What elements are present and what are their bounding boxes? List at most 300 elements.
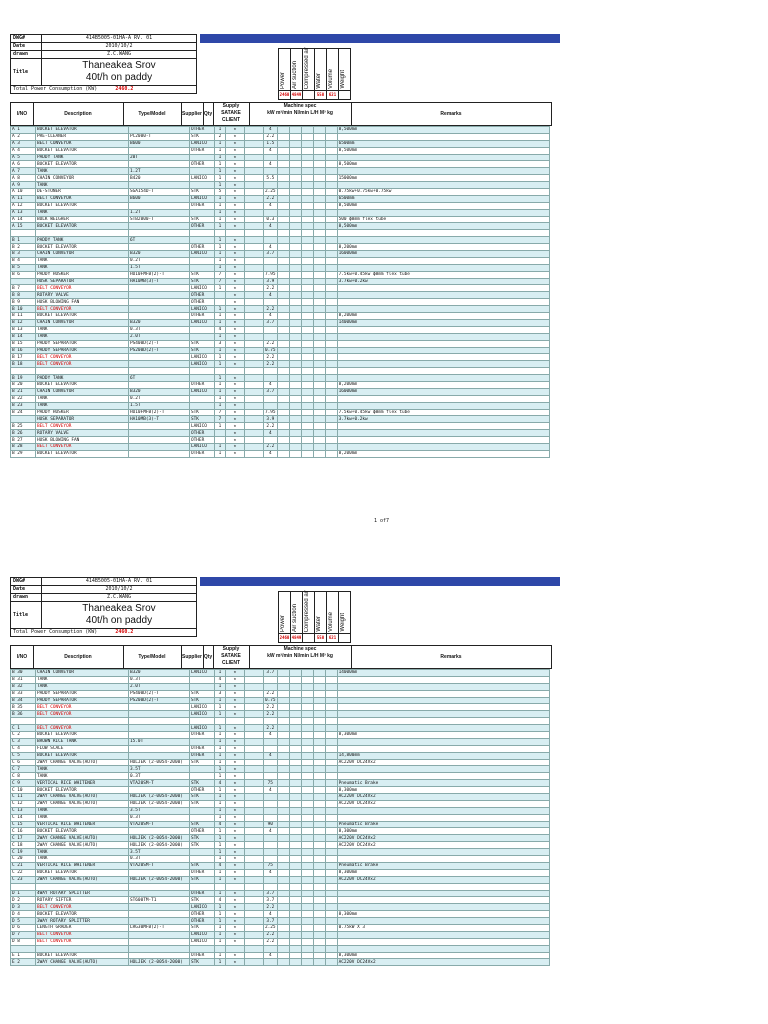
row-m3	[313, 787, 325, 794]
row-client	[245, 333, 264, 340]
row-kg	[325, 800, 337, 807]
row-satake: ★	[226, 890, 245, 897]
row-remarks: 8,500mm	[337, 202, 549, 209]
table-row	[11, 835, 550, 842]
row-air	[277, 711, 289, 718]
row-client	[245, 437, 264, 444]
row-remarks: 8,500mm	[337, 127, 549, 134]
row-type: 3.5T	[129, 849, 190, 856]
row-kg	[325, 443, 337, 450]
row-client	[245, 361, 264, 368]
row-supplier: LANICO	[190, 140, 215, 147]
row-type: B320	[129, 319, 190, 326]
row-air	[277, 388, 289, 395]
row-comp	[289, 402, 301, 409]
row-description: PADDY SEPARATOR	[36, 690, 129, 697]
row-client	[245, 835, 264, 842]
row-qty: 1	[215, 251, 226, 258]
row-no: B 2	[11, 244, 36, 251]
row-kw	[264, 257, 278, 264]
dwg-value: 414B5005-01HA-A RV. 01	[42, 35, 197, 43]
row-qty	[215, 368, 226, 375]
row-no: C 4	[11, 745, 36, 752]
row-kw: 7.95	[265, 272, 276, 278]
row-type: HOLJEK (2-0054-2000)	[129, 876, 190, 883]
row-comp	[289, 430, 301, 437]
row-description: BELT CONVEYOR	[36, 704, 129, 711]
row-no: D 1	[11, 890, 36, 897]
row-qty: 4	[215, 326, 226, 333]
row-m3	[313, 189, 325, 196]
spec-value: 4849	[291, 92, 302, 97]
row-m3	[313, 883, 325, 890]
row-qty: 1	[215, 168, 226, 175]
row-no: C 18	[11, 842, 36, 849]
row-supplier	[190, 375, 215, 382]
row-m3	[313, 195, 325, 202]
client-label: CLIENT	[221, 660, 241, 666]
row-qty: 1	[215, 766, 226, 773]
row-no: B 4	[11, 257, 36, 264]
row-remarks	[337, 299, 549, 306]
row-lh	[301, 182, 313, 189]
row-comp	[289, 319, 301, 326]
row-lh	[301, 849, 313, 856]
row-comp	[289, 711, 301, 718]
power-row	[11, 629, 197, 637]
row-no: B 29	[11, 450, 36, 457]
row-type	[129, 931, 190, 938]
row-no: B 22	[11, 395, 36, 402]
row-kw: 2.2	[264, 423, 278, 430]
row-comp	[289, 938, 301, 945]
row-kg	[325, 842, 337, 849]
page-number: 1 of7	[374, 518, 390, 524]
row-description: TANK	[36, 402, 129, 409]
row-satake: ★	[226, 182, 245, 189]
row-kg	[325, 333, 337, 340]
row-client	[245, 168, 264, 175]
row-air	[277, 814, 289, 821]
row-remarks: 6500mm	[337, 140, 549, 147]
row-satake: ★	[226, 869, 245, 876]
row-kg	[325, 140, 337, 147]
row-qty: 1	[215, 285, 226, 292]
row-kw: 4	[264, 223, 278, 230]
row-remarks: 8,200mm	[337, 450, 549, 457]
row-m3	[313, 856, 325, 863]
row-comp	[289, 911, 301, 918]
row-air	[277, 787, 289, 794]
spec-col	[338, 48, 351, 100]
row-client	[245, 676, 264, 683]
row-description: CHAIN CONVEYOR	[36, 670, 129, 677]
row-comp	[289, 278, 301, 285]
row-satake: ★	[226, 800, 245, 807]
row-no: A 5	[11, 154, 36, 161]
row-comp	[289, 704, 301, 711]
row-description: TANK	[36, 395, 129, 402]
row-m3	[313, 326, 325, 333]
row-kw: 4	[264, 952, 278, 959]
row-description: ROTARY VALVE	[36, 292, 129, 299]
row-m3	[313, 437, 325, 444]
row-remarks: AC220V DC24Vx2	[337, 876, 549, 883]
row-remarks	[337, 773, 549, 780]
col-qty: Qty	[203, 646, 214, 668]
table-row	[11, 938, 550, 945]
row-description: 2WAY CHANGE VALVE(AUTO)	[36, 759, 129, 766]
row-kg	[325, 959, 337, 966]
row-remarks: 8,300mm	[337, 952, 549, 959]
row-satake: ★	[226, 354, 245, 361]
row-remarks: 8,300mm	[337, 911, 549, 918]
row-lh	[301, 154, 313, 161]
row-qty: 1	[215, 924, 226, 931]
row-lh	[301, 195, 313, 202]
row-m3	[313, 800, 325, 807]
row-kg	[325, 361, 337, 368]
row-supplier: OTHER	[190, 430, 215, 437]
spec-col	[290, 48, 302, 100]
row-kw: 4	[264, 244, 278, 251]
row-qty: 3	[215, 690, 226, 697]
row-lh	[301, 766, 313, 773]
table-row	[11, 883, 550, 890]
row-m3	[313, 278, 325, 285]
spec-col	[314, 48, 326, 100]
row-kw	[264, 745, 278, 752]
spec-header-box	[278, 48, 351, 100]
row-description: PADDY SEPARATOR	[36, 340, 129, 347]
row-air	[277, 333, 289, 340]
table-row	[11, 732, 550, 739]
row-type: 1.5T	[129, 264, 190, 271]
equipment-table	[10, 126, 550, 458]
row-m3	[313, 368, 325, 375]
row-lh	[301, 904, 313, 911]
row-no: C 16	[11, 828, 36, 835]
row-comp	[289, 718, 301, 725]
row-no: C 22	[11, 869, 36, 876]
row-satake: ★	[226, 711, 245, 718]
row-client	[245, 216, 264, 223]
row-m3	[313, 931, 325, 938]
row-description: BELT CONVEYOR	[36, 423, 129, 430]
spec-label: Water	[316, 73, 322, 89]
row-m3	[313, 862, 325, 869]
row-qty: 1	[215, 752, 226, 759]
row-type: 20T	[129, 154, 190, 161]
table-row	[11, 195, 550, 202]
table-row	[11, 182, 550, 189]
row-remarks	[337, 168, 549, 175]
row-qty: 1	[215, 732, 226, 739]
row-type	[129, 725, 190, 732]
row-qty	[215, 430, 226, 437]
row-remarks: 14,800mm	[337, 752, 549, 759]
m3-label: M³	[319, 110, 326, 116]
row-client	[245, 409, 264, 416]
row-kg	[325, 402, 337, 409]
row-satake: ★	[226, 154, 245, 161]
row-description: BUCKET ELEVATOR	[36, 787, 129, 794]
row-kg	[325, 409, 337, 416]
row-description: 2WAY CHANGE VALVE(AUTO)	[36, 876, 129, 883]
row-comp	[289, 189, 301, 196]
row-air	[277, 883, 289, 890]
row-supplier: STK	[190, 416, 215, 423]
row-m3	[313, 718, 325, 725]
spec-label: Volume	[328, 68, 334, 89]
row-description: HUSK SEPARATOR	[36, 278, 129, 285]
row-satake: ★	[226, 821, 245, 828]
row-m3	[313, 244, 325, 251]
row-lh	[301, 876, 313, 883]
row-kg	[325, 780, 337, 787]
row-qty: 1	[215, 264, 226, 271]
row-description: BELT CONVEYOR	[36, 285, 129, 292]
row-client	[245, 313, 264, 320]
row-qty: 1	[215, 423, 226, 430]
title-line-2: 40t/h on paddy	[85, 615, 153, 626]
row-lh	[301, 738, 313, 745]
header-blue-bar	[200, 34, 560, 43]
row-m3	[313, 313, 325, 320]
row-comp	[289, 725, 301, 732]
row-kg	[325, 299, 337, 306]
row-qty	[215, 883, 226, 890]
row-kg	[325, 423, 337, 430]
table-row	[11, 271, 550, 278]
row-kw	[264, 182, 278, 189]
row-kg	[325, 862, 337, 869]
row-m3	[313, 202, 325, 209]
row-comp	[289, 395, 301, 402]
table-row	[11, 911, 550, 918]
row-kw: 2.2	[264, 938, 278, 945]
row-air	[277, 251, 289, 258]
row-no: C 6	[11, 759, 36, 766]
row-kw: 4	[264, 828, 278, 835]
row-client	[245, 182, 264, 189]
row-comp	[289, 787, 301, 794]
row-air	[277, 952, 289, 959]
row-lh	[301, 959, 313, 966]
row-kg	[325, 856, 337, 863]
row-kw: 1.5	[264, 140, 278, 147]
row-no: B 1	[11, 237, 36, 244]
row-satake: ★	[226, 209, 245, 216]
row-comp	[289, 835, 301, 842]
row-description: 2WAY CHANGE VALVE(AUTO)	[36, 842, 129, 849]
row-satake: ★	[226, 842, 245, 849]
row-lh	[301, 423, 313, 430]
row-kw: 2.2	[264, 443, 278, 450]
col-description: Description	[33, 646, 124, 668]
table-row	[11, 147, 550, 154]
row-comp	[289, 251, 301, 258]
row-qty: 1	[215, 395, 226, 402]
row-type: HA10MB(3)-T	[129, 416, 190, 423]
row-type: SGA154D-T	[129, 189, 190, 196]
row-m3	[313, 821, 325, 828]
row-supplier: STK	[190, 697, 215, 704]
row-m3	[313, 683, 325, 690]
spec-value	[303, 90, 314, 99]
row-no: B 9	[11, 299, 36, 306]
row-satake: ★	[226, 670, 245, 677]
drawn-value: Z.C.WANG	[42, 594, 197, 602]
spec-col	[290, 591, 302, 643]
row-air	[277, 202, 289, 209]
row-client	[245, 752, 264, 759]
row-satake: ★	[226, 856, 245, 863]
power-row	[11, 86, 197, 94]
row-client	[245, 883, 264, 890]
row-client	[245, 347, 264, 354]
row-client	[245, 257, 264, 264]
row-kw: 2.25	[265, 925, 276, 931]
row-type: 6T	[129, 237, 190, 244]
row-lh	[301, 416, 313, 423]
row-client	[245, 780, 264, 787]
row-description: TANK	[36, 676, 129, 683]
row-type: 3.5T	[129, 766, 190, 773]
row-m3	[313, 849, 325, 856]
row-client	[245, 704, 264, 711]
table-row	[11, 690, 550, 697]
row-kw: 75	[264, 780, 278, 787]
row-air	[277, 161, 289, 168]
row-lh	[301, 299, 313, 306]
row-air	[277, 168, 289, 175]
row-air	[277, 773, 289, 780]
row-description: HUSK SEPARATOR	[36, 416, 129, 423]
row-client	[245, 918, 264, 925]
row-qty	[215, 292, 226, 299]
row-air	[277, 450, 289, 457]
table-row	[11, 333, 550, 340]
row-kw	[264, 718, 278, 725]
row-kg	[325, 952, 337, 959]
row-satake: ★	[226, 904, 245, 911]
row-description: PADDY SEPARATOR	[36, 697, 129, 704]
row-satake: ★	[226, 430, 245, 437]
row-description: 2WAY CHANGE VALVE(AUTO)	[36, 835, 129, 842]
air-label: m³/min	[275, 110, 293, 116]
row-no: A 1	[11, 127, 36, 134]
row-description: BUCKET ELEVATOR	[36, 381, 129, 388]
row-satake: ★	[226, 251, 245, 258]
row-description: CHAIN CONVEYOR	[36, 319, 129, 326]
row-client	[245, 244, 264, 251]
row-satake	[226, 368, 245, 375]
table-row	[11, 718, 550, 725]
row-type: 2.0T	[129, 683, 190, 690]
row-kw	[264, 299, 278, 306]
row-description: BELT CONVEYOR	[36, 306, 129, 313]
row-qty: 1	[215, 800, 226, 807]
row-satake: ★	[226, 780, 245, 787]
table-row	[11, 807, 550, 814]
row-air	[277, 402, 289, 409]
row-qty: 1	[215, 333, 226, 340]
table-row	[11, 752, 550, 759]
row-client	[245, 773, 264, 780]
row-description: BELT CONVEYOR	[36, 931, 129, 938]
row-type: B600	[129, 195, 190, 202]
row-satake: ★	[226, 849, 245, 856]
row-lh	[301, 794, 313, 801]
row-comp	[289, 140, 301, 147]
row-supplier: STK	[190, 759, 215, 766]
row-qty: 1	[215, 388, 226, 395]
table-row	[11, 313, 550, 320]
spec-col	[278, 591, 290, 643]
row-qty: 1	[215, 759, 226, 766]
row-qty: 1	[215, 319, 226, 326]
row-kg	[325, 388, 337, 395]
row-description	[36, 368, 129, 375]
row-lh	[301, 800, 313, 807]
row-lh	[301, 230, 313, 237]
row-m3	[313, 292, 325, 299]
row-supplier	[190, 264, 215, 271]
row-air	[277, 862, 289, 869]
row-comp	[289, 862, 301, 869]
table-row	[11, 443, 550, 450]
row-client	[245, 931, 264, 938]
row-m3	[313, 835, 325, 842]
row-air	[277, 800, 289, 807]
date-value: 2010/10/2	[42, 586, 197, 594]
col-no: I/NO	[11, 103, 34, 125]
row-no: B 15	[11, 340, 36, 347]
row-kg	[325, 244, 337, 251]
row-comp	[289, 375, 301, 382]
table-row	[11, 676, 550, 683]
row-satake: ★	[226, 127, 245, 134]
row-no: A 9	[11, 182, 36, 189]
row-no: D 4	[11, 911, 36, 918]
row-description: TANK	[36, 814, 129, 821]
row-satake: ★	[226, 202, 245, 209]
row-m3	[313, 794, 325, 801]
row-kg	[325, 271, 337, 278]
row-satake: ★	[226, 697, 245, 704]
table-row	[11, 133, 550, 140]
row-supplier	[190, 676, 215, 683]
row-type: 1.2T	[129, 209, 190, 216]
row-air	[277, 704, 289, 711]
row-supplier: OTHER	[190, 223, 215, 230]
row-satake: ★	[226, 395, 245, 402]
row-lh	[301, 704, 313, 711]
row-m3	[313, 175, 325, 182]
col-remarks: Remarks	[440, 111, 462, 117]
row-remarks: AC220V DC24Vx2	[337, 759, 549, 766]
table-row	[11, 450, 550, 457]
row-satake: ★	[226, 773, 245, 780]
row-description	[36, 945, 129, 952]
row-supplier: LANICO	[190, 195, 215, 202]
row-client	[245, 388, 264, 395]
row-comp	[289, 168, 301, 175]
row-remarks	[337, 292, 549, 299]
row-air	[277, 257, 289, 264]
row-comp	[289, 313, 301, 320]
